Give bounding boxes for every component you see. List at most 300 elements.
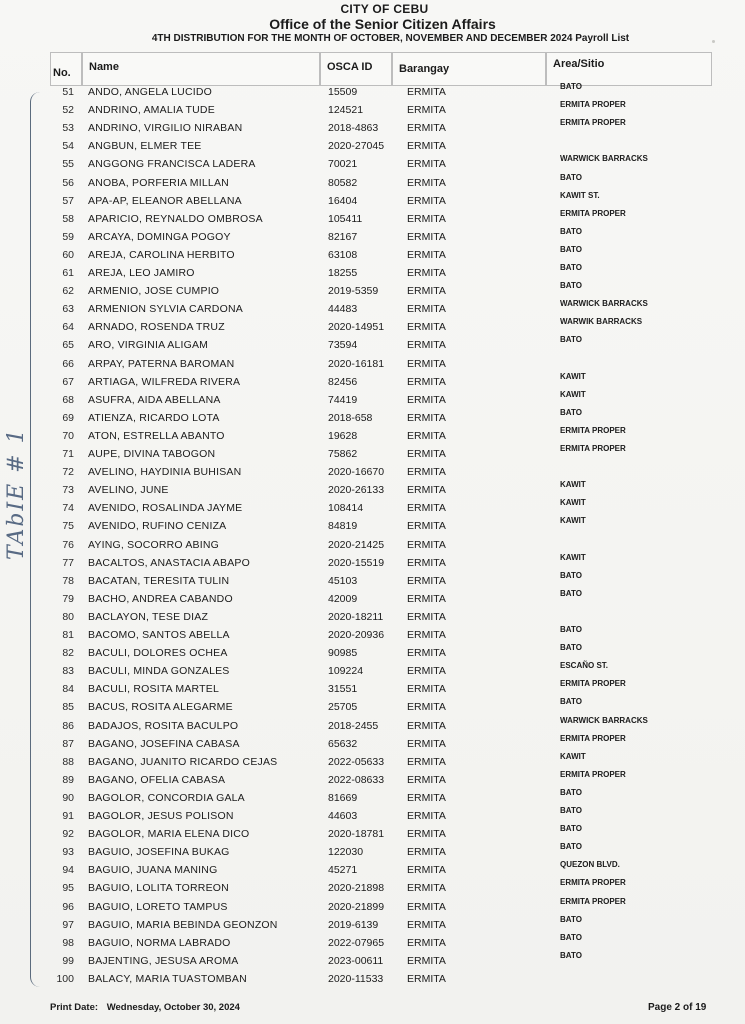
row-osca-id: 18255 bbox=[328, 267, 358, 279]
row-number: 51 bbox=[62, 86, 74, 98]
row-area-sitio: BATO bbox=[560, 697, 582, 707]
row-name: ARNADO, ROSENDA TRUZ bbox=[88, 321, 225, 334]
row-barangay: ERMITA bbox=[407, 104, 446, 117]
row-name: BAGOLOR, JESUS POLISON bbox=[88, 810, 234, 822]
row-name: BACULI, MINDA GONZALES bbox=[88, 665, 230, 678]
table-row bbox=[0, 643, 745, 665]
table-row bbox=[0, 244, 745, 267]
row-osca-id: 65632 bbox=[328, 737, 358, 750]
table-row bbox=[0, 570, 745, 593]
row-number: 53 bbox=[62, 122, 74, 135]
row-name: BAGUIO, MARIA BEBINDA GEONZON bbox=[88, 918, 278, 931]
row-number: 84 bbox=[62, 683, 74, 696]
row-number: 67 bbox=[62, 375, 74, 388]
row-name: ANGGONG FRANCISCA LADERA bbox=[88, 158, 256, 171]
print-date-label: Print Date: bbox=[50, 1002, 99, 1013]
row-number: 54 bbox=[62, 140, 74, 153]
row-barangay: ERMITA bbox=[407, 393, 446, 406]
row-name: AREJA, CAROLINA HERBITO bbox=[88, 248, 235, 261]
row-barangay: ERMITA bbox=[407, 864, 446, 877]
row-barangay: ERMITA bbox=[407, 647, 446, 660]
row-area-sitio: KAWIT bbox=[560, 516, 586, 526]
row-barangay: ERMITA bbox=[407, 466, 446, 479]
row-osca-id: 63108 bbox=[328, 248, 358, 261]
table-row bbox=[0, 611, 745, 629]
column-header-area-sitio: Area/Sitio bbox=[546, 52, 712, 86]
row-barangay: ERMITA bbox=[407, 411, 446, 424]
row-osca-id: 2020-15519 bbox=[328, 556, 385, 569]
row-area-sitio: ERMITA PROPER bbox=[560, 878, 626, 888]
row-number: 52 bbox=[62, 104, 74, 117]
table-row bbox=[0, 208, 745, 231]
row-barangay: ERMITA bbox=[407, 918, 446, 931]
row-number: 69 bbox=[62, 411, 74, 424]
row-number: 79 bbox=[62, 592, 74, 605]
row-area-sitio: KAWIT bbox=[560, 389, 586, 399]
row-area-sitio: ESCAÑO ST. bbox=[560, 661, 609, 671]
row-osca-id: 84819 bbox=[328, 520, 358, 533]
table-row bbox=[0, 715, 745, 738]
row-area-sitio: ERMITA PROPER bbox=[560, 444, 626, 453]
row-barangay: ERMITA bbox=[407, 267, 446, 279]
row-name: BACULI, ROSITA MARTEL bbox=[88, 683, 220, 696]
row-name: BAGUIO, LORETO TAMPUS bbox=[88, 900, 228, 913]
row-number: 57 bbox=[62, 194, 74, 207]
row-barangay: ERMITA bbox=[407, 122, 446, 135]
row-area-sitio: BATO bbox=[560, 950, 582, 960]
row-barangay: ERMITA bbox=[407, 574, 446, 587]
row-barangay: ERMITA bbox=[407, 773, 446, 786]
row-barangay: ERMITA bbox=[407, 429, 446, 442]
table-row bbox=[0, 407, 745, 430]
row-number: 72 bbox=[62, 466, 74, 479]
row-number: 80 bbox=[62, 610, 74, 623]
row-name: ARPAY, PATERNA BAROMAN bbox=[88, 357, 235, 370]
row-number: 98 bbox=[62, 936, 74, 949]
row-name: BACOMO, SANTOS ABELLA bbox=[88, 629, 230, 641]
table-row bbox=[0, 118, 745, 140]
row-number: 82 bbox=[62, 647, 74, 660]
row-osca-id: 82167 bbox=[328, 230, 358, 243]
row-barangay: ERMITA bbox=[407, 140, 446, 153]
table-row bbox=[0, 679, 745, 701]
row-name: ARTIAGA, WILFREDA RIVERA bbox=[88, 375, 241, 388]
table-row bbox=[0, 973, 745, 991]
row-barangay: ERMITA bbox=[407, 158, 446, 171]
table-row bbox=[0, 842, 745, 864]
table-row bbox=[0, 498, 745, 520]
page-number: Page 2 of 19 bbox=[648, 1002, 707, 1013]
row-osca-id: 2020-21425 bbox=[328, 538, 385, 551]
row-barangay: ERMITA bbox=[407, 285, 446, 298]
table-row bbox=[0, 82, 745, 104]
row-name: ARMENIO, JOSE CUMPIO bbox=[88, 285, 220, 298]
row-barangay: ERMITA bbox=[407, 592, 446, 605]
row-name: BACHO, ANDREA CABANDO bbox=[88, 592, 233, 605]
row-osca-id: 45271 bbox=[328, 864, 358, 877]
table-row bbox=[0, 444, 745, 466]
row-number: 97 bbox=[62, 918, 74, 931]
row-osca-id: 2020-21899 bbox=[328, 900, 385, 913]
row-number: 78 bbox=[62, 574, 74, 587]
row-number: 74 bbox=[62, 502, 74, 515]
table-row bbox=[0, 860, 745, 882]
row-area-sitio: WARWICK BARRACKS bbox=[560, 154, 648, 164]
row-name: ANOBA, PORFERIA MILLAN bbox=[88, 176, 229, 189]
row-name: BAGOLOR, MARIA ELENA DICO bbox=[88, 828, 250, 841]
row-number: 73 bbox=[62, 484, 74, 497]
row-osca-id: 2022-08633 bbox=[328, 773, 385, 786]
row-number: 87 bbox=[62, 737, 74, 750]
row-area-sitio: ERMITA PROPER bbox=[560, 896, 626, 906]
row-barangay: ERMITA bbox=[407, 755, 446, 768]
row-name: BAGANO, OFELIA CABASA bbox=[88, 773, 226, 786]
row-name: BAGUIO, JUANA MANING bbox=[88, 864, 218, 877]
row-name: AVENIDO, ROSALINDA JAYME bbox=[88, 502, 243, 515]
row-number: 99 bbox=[62, 954, 74, 967]
row-barangay: ERMITA bbox=[407, 737, 446, 750]
row-osca-id: 31551 bbox=[328, 683, 358, 696]
row-barangay: ERMITA bbox=[407, 375, 446, 388]
row-number: 60 bbox=[62, 248, 74, 261]
row-area-sitio: ERMITA PROPER bbox=[560, 425, 626, 435]
table-row bbox=[0, 661, 745, 683]
row-name: BACATAN, TERESITA TULIN bbox=[88, 574, 230, 587]
row-area-sitio: KAWIT bbox=[560, 498, 586, 508]
column-header-row bbox=[50, 52, 712, 88]
row-osca-id: 124521 bbox=[328, 104, 364, 117]
row-osca-id: 70021 bbox=[328, 158, 358, 171]
row-barangay: ERMITA bbox=[407, 972, 446, 985]
row-osca-id: 44603 bbox=[328, 810, 358, 822]
table-row bbox=[0, 932, 745, 955]
table-row bbox=[0, 824, 745, 846]
row-number: 94 bbox=[62, 864, 74, 877]
table-row bbox=[0, 154, 745, 176]
row-barangay: ERMITA bbox=[407, 610, 446, 623]
row-name: AVENIDO, RUFINO CENIZA bbox=[88, 520, 227, 533]
row-area-sitio: BATO bbox=[560, 82, 582, 91]
row-number: 88 bbox=[62, 755, 74, 768]
row-osca-id: 2020-11533 bbox=[328, 972, 384, 985]
row-name: APA-AP, ELEANOR ABELLANA bbox=[88, 194, 242, 207]
table-row bbox=[0, 588, 745, 611]
row-number: 62 bbox=[62, 285, 74, 298]
column-header-osca-id: OSCA ID bbox=[320, 52, 392, 86]
row-osca-id: 90985 bbox=[328, 647, 358, 660]
row-name: AUPE, DIVINA TABOGON bbox=[88, 448, 216, 460]
row-barangay: ERMITA bbox=[407, 936, 446, 949]
column-header-no: No. bbox=[50, 52, 82, 86]
row-barangay: ERMITA bbox=[407, 248, 446, 261]
row-osca-id: 75862 bbox=[328, 448, 358, 460]
header-subtitle: 4TH DISTRIBUTION FOR THE MONTH OF OCTOBER, NOVEMBER AND DECEMBER 2024 Payroll List bbox=[151, 33, 630, 44]
row-osca-id: 2018-2455 bbox=[328, 719, 379, 732]
row-osca-id: 2020-20936 bbox=[328, 629, 385, 641]
row-osca-id: 44483 bbox=[328, 303, 358, 316]
row-name: BAGUIO, LOLITA TORREON bbox=[88, 882, 229, 895]
table-row bbox=[0, 625, 745, 647]
row-barangay: ERMITA bbox=[407, 683, 446, 696]
row-number: 92 bbox=[62, 828, 74, 841]
table-row bbox=[0, 787, 745, 810]
table-row bbox=[0, 358, 745, 376]
row-area-sitio: KAWIT bbox=[560, 371, 586, 381]
row-area-sitio: ERMITA PROPER bbox=[560, 733, 626, 743]
column-header-name: Name bbox=[82, 52, 320, 86]
row-number: 86 bbox=[62, 719, 74, 732]
row-name: BACULI, DOLORES OCHEA bbox=[88, 647, 228, 660]
row-barangay: ERMITA bbox=[407, 502, 446, 515]
row-name: BACALTOS, ANASTACIA ABAPO bbox=[88, 556, 250, 569]
row-number: 76 bbox=[62, 538, 74, 551]
row-area-sitio: KAWIT ST. bbox=[560, 190, 600, 200]
row-osca-id: 2020-16181 bbox=[328, 357, 385, 370]
row-barangay: ERMITA bbox=[407, 954, 446, 967]
row-barangay: ERMITA bbox=[407, 448, 446, 460]
row-name: ATON, ESTRELLA ABANTO bbox=[88, 429, 225, 442]
row-name: ARO, VIRGINIA ALIGAM bbox=[88, 339, 209, 352]
row-barangay: ERMITA bbox=[407, 846, 446, 859]
row-name: BACLAYON, TESE DIAZ bbox=[88, 610, 209, 623]
row-number: 83 bbox=[62, 665, 74, 678]
row-name: ANDRINO, AMALIA TUDE bbox=[88, 104, 215, 117]
row-name: ARMENION SYLVIA CARDONA bbox=[88, 303, 243, 316]
row-osca-id: 82456 bbox=[328, 375, 358, 388]
row-barangay: ERMITA bbox=[407, 86, 446, 98]
row-osca-id: 42009 bbox=[328, 592, 358, 605]
table-row bbox=[0, 425, 745, 448]
handwritten-table-note: TAbIE # 1 bbox=[4, 427, 29, 560]
row-number: 68 bbox=[62, 393, 74, 406]
table-row bbox=[0, 480, 745, 502]
row-barangay: ERMITA bbox=[407, 303, 446, 316]
row-barangay: ERMITA bbox=[407, 629, 446, 641]
row-osca-id: 2020-21898 bbox=[328, 882, 385, 895]
row-area-sitio: BATO bbox=[560, 787, 582, 797]
table-row bbox=[0, 466, 745, 484]
row-number: 63 bbox=[62, 303, 74, 316]
row-number: 56 bbox=[62, 176, 74, 189]
row-number: 70 bbox=[62, 429, 74, 442]
table-row bbox=[0, 100, 745, 122]
row-osca-id: 108414 bbox=[328, 502, 364, 515]
row-barangay: ERMITA bbox=[407, 357, 446, 370]
row-osca-id: 2020-16670 bbox=[328, 466, 385, 479]
print-date bbox=[50, 1002, 240, 1013]
row-number: 64 bbox=[62, 321, 74, 334]
row-barangay: ERMITA bbox=[407, 176, 446, 189]
row-barangay: ERMITA bbox=[407, 882, 446, 895]
row-number: 100 bbox=[56, 972, 74, 985]
row-name: BAGUIO, JOSEFINA BUKAG bbox=[88, 846, 230, 859]
row-number: 81 bbox=[62, 629, 74, 641]
table-row bbox=[0, 751, 745, 774]
row-name: APARICIO, REYNALDO OMBROSA bbox=[88, 212, 263, 225]
row-osca-id: 19628 bbox=[328, 429, 358, 442]
table-row bbox=[0, 172, 745, 195]
row-osca-id: 2020-27045 bbox=[328, 140, 385, 153]
print-date-value: Wednesday, October 30, 2024 bbox=[106, 1002, 240, 1013]
row-barangay: ERMITA bbox=[407, 791, 446, 804]
row-barangay: ERMITA bbox=[407, 719, 446, 732]
row-number: 96 bbox=[62, 900, 74, 913]
table-row bbox=[0, 914, 745, 937]
row-osca-id: 2019-5359 bbox=[328, 285, 379, 298]
table-row bbox=[0, 516, 745, 538]
row-name: AVELINO, HAYDINIA BUHISAN bbox=[88, 466, 242, 479]
row-area-sitio: BATO bbox=[560, 588, 582, 598]
row-area-sitio: WARWICK BARRACKS bbox=[560, 715, 648, 725]
row-number: 59 bbox=[62, 230, 74, 243]
row-name: AREJA, LEO JAMIRO bbox=[88, 267, 195, 279]
row-name: ASUFRA, AIDA ABELLANA bbox=[88, 393, 221, 406]
row-number: 77 bbox=[62, 556, 74, 569]
row-area-sitio: WARWICK BARRACKS bbox=[560, 299, 648, 309]
table-row bbox=[0, 878, 745, 900]
row-osca-id: 122030 bbox=[328, 846, 364, 859]
row-number: 55 bbox=[62, 158, 74, 171]
table-row bbox=[0, 896, 745, 919]
row-area-sitio: BATO bbox=[560, 407, 582, 417]
row-barangay: ERMITA bbox=[407, 538, 446, 551]
row-osca-id: 15509 bbox=[328, 86, 358, 98]
row-area-sitio: BATO bbox=[560, 914, 582, 924]
row-area-sitio: BATO bbox=[560, 643, 582, 653]
row-osca-id: 16404 bbox=[328, 194, 358, 207]
row-area-sitio: KAWIT bbox=[560, 480, 586, 490]
row-osca-id: 2020-18781 bbox=[328, 828, 385, 841]
row-name: ATIENZA, RICARDO LOTA bbox=[88, 411, 220, 424]
row-number: 89 bbox=[62, 773, 74, 786]
row-area-sitio: ERMITA PROPER bbox=[560, 118, 626, 128]
header-city: CITY OF CEBU bbox=[340, 2, 429, 16]
row-osca-id: 2020-14951 bbox=[328, 321, 385, 334]
table-row bbox=[0, 806, 745, 828]
row-osca-id: 2019-6139 bbox=[328, 918, 379, 931]
row-osca-id: 81669 bbox=[328, 791, 358, 804]
row-area-sitio: BATO bbox=[560, 281, 582, 291]
table-row bbox=[0, 733, 745, 756]
row-osca-id: 80582 bbox=[328, 176, 358, 189]
row-name: ANGBUN, ELMER TEE bbox=[88, 140, 202, 153]
row-osca-id: 2020-18211 bbox=[328, 610, 384, 623]
row-name: AVELINO, JUNE bbox=[88, 484, 169, 497]
table-row bbox=[0, 190, 745, 213]
table-row bbox=[0, 263, 745, 285]
row-area-sitio: BATO bbox=[560, 570, 582, 580]
row-osca-id: 109224 bbox=[328, 665, 364, 678]
row-osca-id: 25705 bbox=[328, 701, 358, 714]
row-name: BAGUIO, NORMA LABRADO bbox=[88, 936, 231, 949]
table-row bbox=[0, 769, 745, 792]
row-barangay: ERMITA bbox=[407, 556, 446, 569]
row-barangay: ERMITA bbox=[407, 212, 446, 225]
row-osca-id: 74419 bbox=[328, 393, 358, 406]
table-row bbox=[0, 950, 745, 973]
row-area-sitio: BATO bbox=[560, 226, 582, 236]
row-number: 71 bbox=[62, 448, 74, 460]
row-name: BADAJOS, ROSITA BACULPO bbox=[88, 719, 239, 732]
row-name: AYING, SOCORRO ABING bbox=[88, 538, 219, 551]
row-area-sitio: ERMITA PROPER bbox=[560, 679, 626, 689]
row-barangay: ERMITA bbox=[407, 194, 446, 207]
row-area-sitio: BATO bbox=[560, 806, 582, 815]
row-number: 93 bbox=[62, 846, 74, 859]
row-area-sitio: BATO bbox=[560, 842, 582, 852]
row-number: 66 bbox=[62, 357, 74, 370]
row-area-sitio: BATO bbox=[560, 263, 582, 272]
row-barangay: ERMITA bbox=[407, 665, 446, 678]
table-row bbox=[0, 226, 745, 249]
row-name: ARCAYA, DOMINGA POGOY bbox=[88, 230, 231, 243]
row-name: BACUS, ROSITA ALEGARME bbox=[88, 701, 233, 714]
row-area-sitio: ERMITA PROPER bbox=[560, 769, 626, 779]
row-area-sitio: QUEZON BLVD. bbox=[560, 860, 620, 870]
row-barangay: ERMITA bbox=[407, 520, 446, 533]
table-row bbox=[0, 317, 745, 339]
row-osca-id: 2023-00611 bbox=[328, 954, 384, 967]
row-number: 75 bbox=[62, 520, 74, 533]
row-name: ANDO, ANGELA LUCIDO bbox=[88, 86, 213, 98]
row-number: 58 bbox=[62, 212, 74, 225]
row-name: BALACY, MARIA TUASTOMBAN bbox=[88, 972, 247, 985]
table-row bbox=[0, 335, 745, 357]
row-area-sitio: KAWIT bbox=[560, 552, 586, 562]
table-row bbox=[0, 539, 745, 557]
row-number: 61 bbox=[62, 267, 74, 279]
row-number: 85 bbox=[62, 701, 74, 714]
row-number: 90 bbox=[62, 791, 74, 804]
column-header-barangay: Barangay bbox=[392, 52, 546, 86]
row-barangay: ERMITA bbox=[407, 321, 446, 334]
row-area-sitio: BATO bbox=[560, 335, 582, 345]
row-name: ANDRINO, VIRGILIO NIRABAN bbox=[88, 122, 243, 135]
row-osca-id: 2018-4863 bbox=[328, 122, 379, 135]
row-osca-id: 73594 bbox=[328, 339, 358, 352]
row-osca-id: 2020-26133 bbox=[328, 484, 385, 497]
row-area-sitio: BATO bbox=[560, 932, 582, 942]
row-number: 65 bbox=[62, 339, 74, 352]
header-office: Office of the Senior Citizen Affairs bbox=[269, 16, 496, 32]
row-number: 91 bbox=[62, 810, 74, 822]
row-area-sitio: KAWIT bbox=[560, 751, 586, 761]
row-osca-id: 45103 bbox=[328, 574, 358, 587]
row-area-sitio: BATO bbox=[560, 625, 582, 634]
row-number: 95 bbox=[62, 882, 74, 895]
row-barangay: ERMITA bbox=[407, 484, 446, 497]
row-name: BAGANO, JOSEFINA CABASA bbox=[88, 737, 240, 750]
row-name: BAJENTING, JESUSA AROMA bbox=[88, 954, 239, 967]
row-area-sitio: ERMITA PROPER bbox=[560, 100, 626, 110]
row-name: BAGOLOR, CONCORDIA GALA bbox=[88, 791, 245, 804]
table-row bbox=[0, 371, 745, 394]
row-osca-id: 105411 bbox=[328, 212, 363, 225]
row-osca-id: 2018-658 bbox=[328, 411, 373, 424]
row-name: BAGANO, JUANITO RICARDO CEJAS bbox=[88, 755, 278, 768]
row-osca-id: 2022-07965 bbox=[328, 936, 385, 949]
row-barangay: ERMITA bbox=[407, 701, 446, 714]
row-area-sitio: WARWIK BARRACKS bbox=[560, 317, 643, 327]
row-area-sitio: BATO bbox=[560, 244, 582, 254]
row-barangay: ERMITA bbox=[407, 810, 446, 822]
row-area-sitio: ERMITA PROPER bbox=[560, 208, 626, 218]
row-osca-id: 2022-05633 bbox=[328, 755, 385, 768]
row-barangay: ERMITA bbox=[407, 339, 446, 352]
row-barangay: ERMITA bbox=[407, 900, 446, 913]
row-area-sitio: BATO bbox=[560, 172, 582, 182]
row-barangay: ERMITA bbox=[407, 230, 446, 243]
